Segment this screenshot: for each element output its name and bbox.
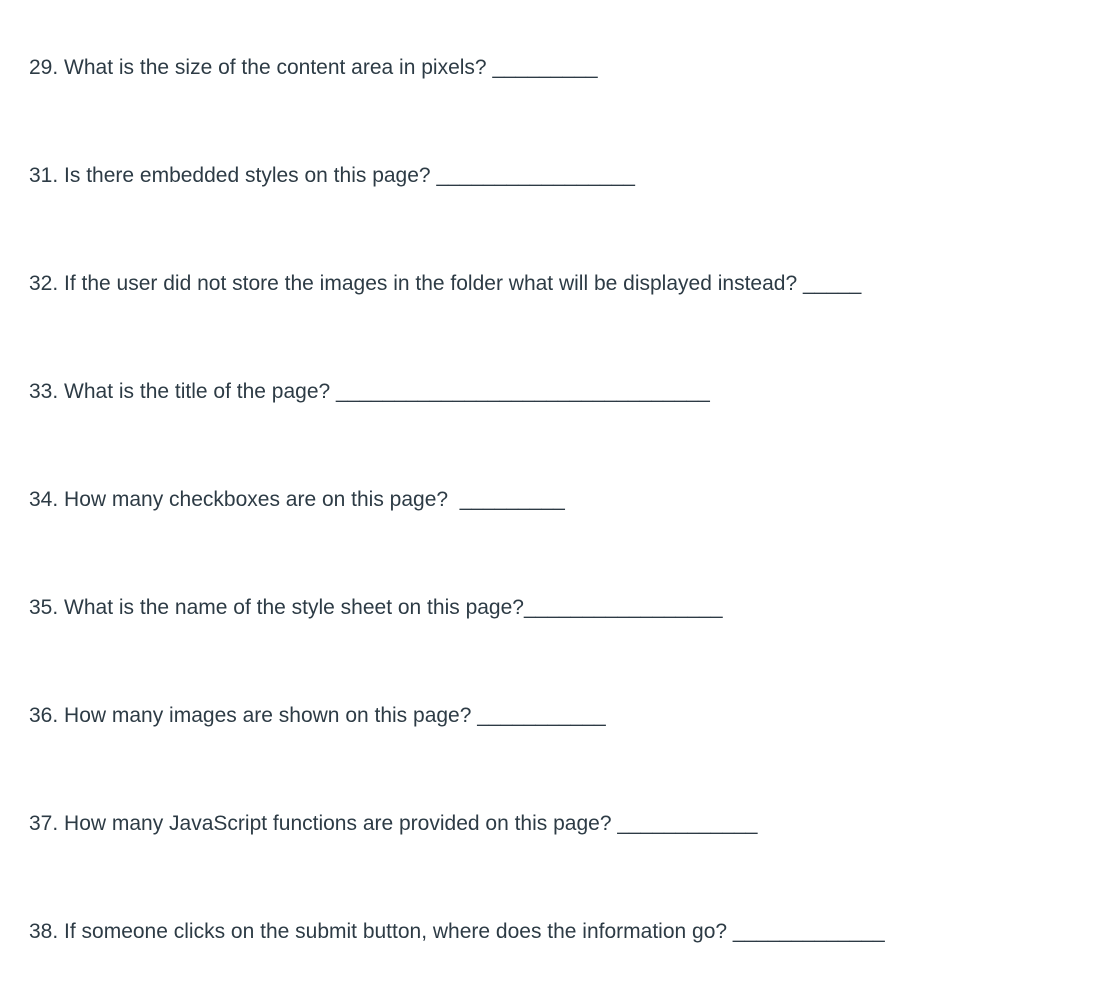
answer-blank: _________ <box>459 488 565 511</box>
answer-blank: ________________________________ <box>336 380 710 403</box>
question-32 <box>29 269 861 299</box>
answer-blank: _____ <box>802 272 862 295</box>
question-37 <box>29 809 757 839</box>
answer-blank: _________________ <box>436 164 635 187</box>
question-text: 32. If the user did not store the images in the folder what will be displayed instead? <box>29 272 803 295</box>
question-text: 38. If someone clicks on the submit button, where does the information go? <box>29 920 733 943</box>
question-38 <box>29 917 885 947</box>
answer-blank: ___________ <box>477 704 606 727</box>
question-text: 35. What is the name of the style sheet on this page? <box>29 596 524 619</box>
question-33 <box>29 377 710 407</box>
answer-blank: ____________ <box>617 812 758 835</box>
question-31 <box>29 161 635 191</box>
answer-blank: _________ <box>492 56 598 79</box>
question-36 <box>29 701 606 731</box>
question-34 <box>29 485 565 515</box>
question-text: 33. What is the title of the page? <box>29 380 337 403</box>
question-text: 34. How many checkboxes are on this page? <box>29 488 460 511</box>
answer-blank: _________________ <box>523 596 723 619</box>
answer-blank: _____________ <box>732 920 885 943</box>
question-text: 37. How many JavaScript functions are provided on this page? <box>29 812 618 835</box>
question-text: 31. Is there embedded styles on this page? <box>29 164 437 187</box>
question-text: 36. How many images are shown on this page? <box>29 704 478 727</box>
question-text: 29. What is the size of the content area in pixels? <box>29 56 493 79</box>
question-35 <box>29 593 723 623</box>
question-29 <box>29 53 598 83</box>
